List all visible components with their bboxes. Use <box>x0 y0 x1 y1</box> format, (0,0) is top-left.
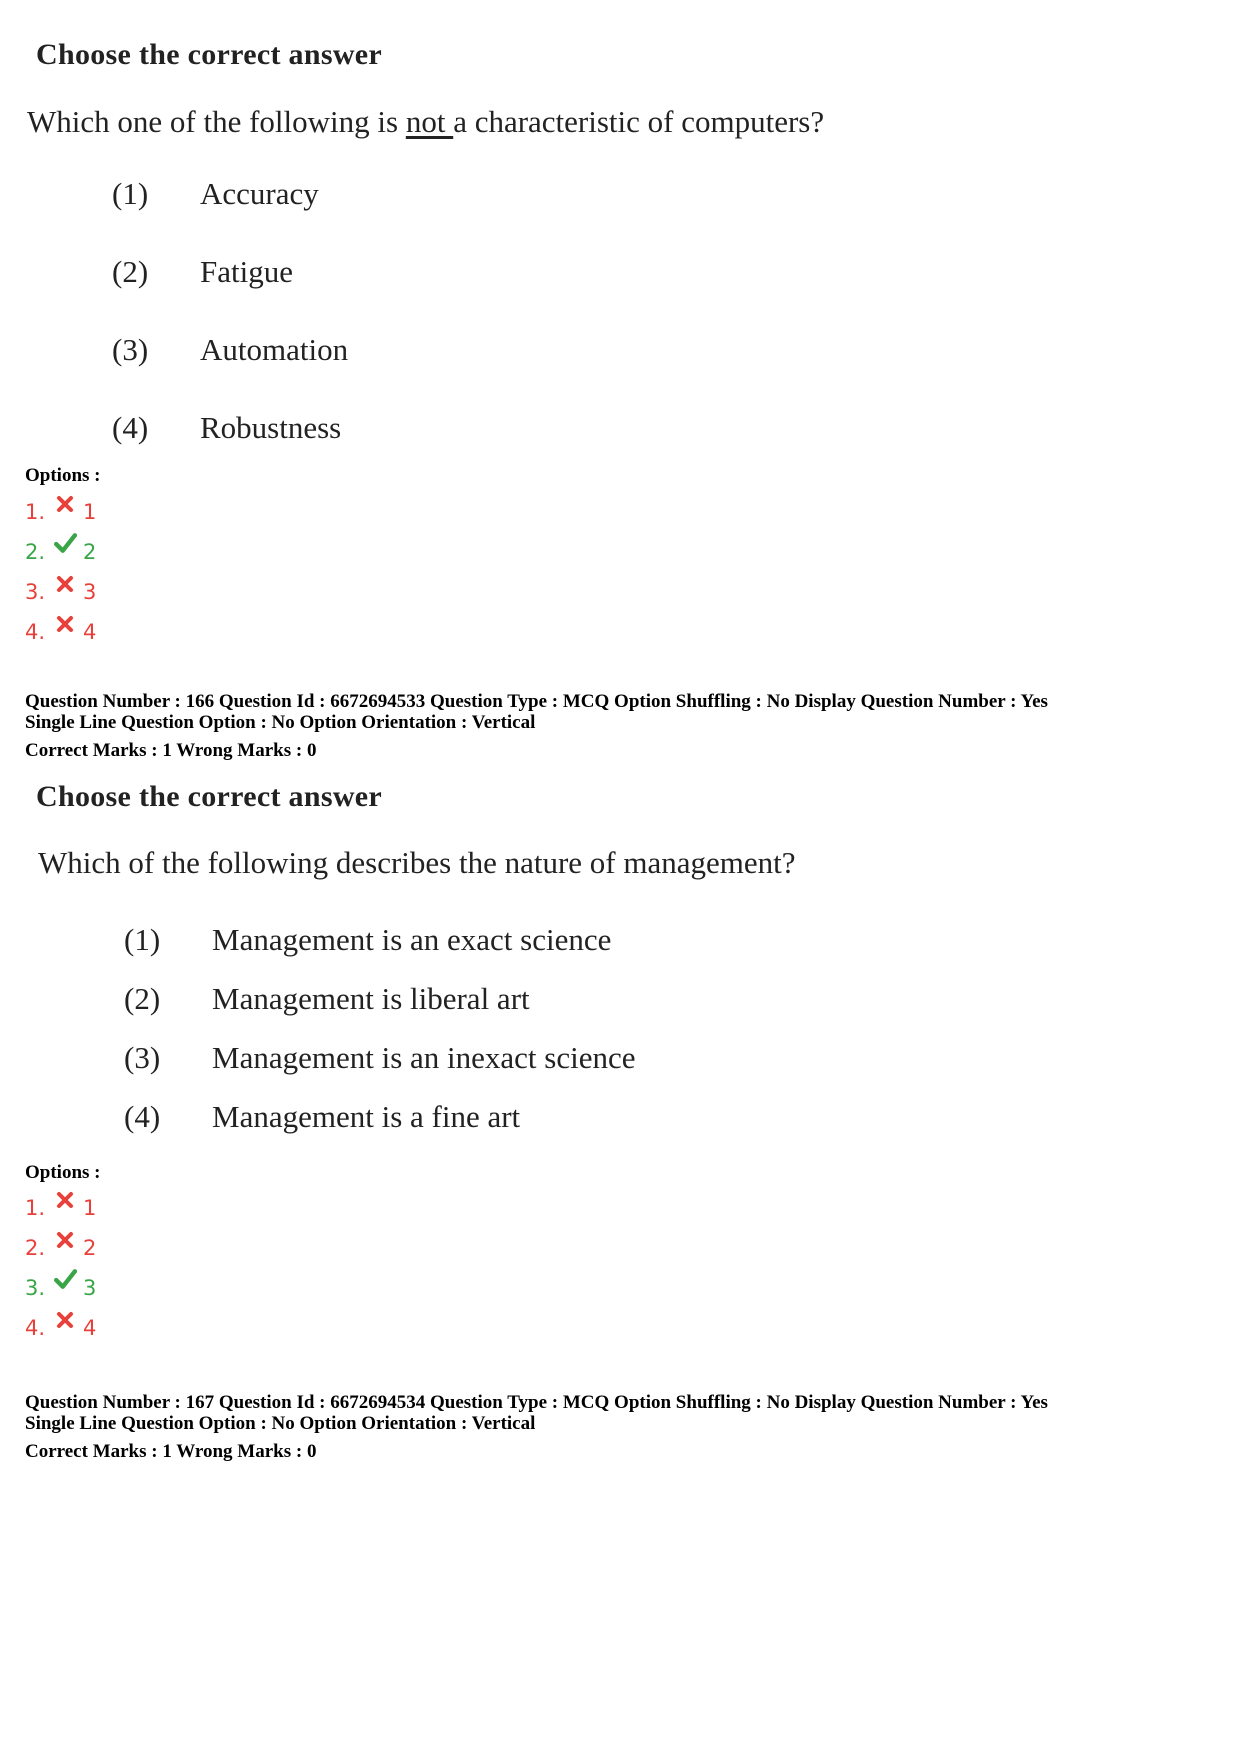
metadata-line: Single Line Question Option : No Option Orientation : Vertical <box>25 1413 536 1434</box>
question-text-underlined: not <box>405 104 454 139</box>
answer-choice <box>124 1040 636 1076</box>
choice-number: (4) <box>124 1099 161 1134</box>
cross-icon <box>55 1230 75 1250</box>
option-index: 2. <box>25 540 46 564</box>
metadata-line: Question Number : 166 Question Id : 6672694533 Question Type : MCQ Option Shuffling : No Display Question Number : Yes <box>25 691 1048 712</box>
question-text-part: a characteristic of computers? <box>453 104 825 139</box>
option-row <box>25 1276 97 1302</box>
option-value: 1 <box>83 1196 97 1220</box>
option-index: 1. <box>25 500 46 524</box>
option-row <box>25 580 97 606</box>
question-heading: Choose the correct answer <box>36 38 383 71</box>
option-index: 3. <box>25 1276 46 1300</box>
answer-choice <box>112 332 349 368</box>
option-index: 2. <box>25 1236 46 1260</box>
metadata-line: Question Number : 167 Question Id : 6672694534 Question Type : MCQ Option Shuffling : No Display Question Number : Yes <box>25 1392 1048 1413</box>
option-value: 4 <box>83 1316 97 1340</box>
option-row <box>25 540 97 566</box>
metadata-line: Single Line Question Option : No Option Orientation : Vertical <box>25 712 536 733</box>
check-icon <box>53 532 77 554</box>
choice-number: (1) <box>112 176 149 211</box>
option-index: 4. <box>25 1316 46 1340</box>
cross-icon <box>55 494 75 514</box>
option-row <box>25 500 97 526</box>
choice-text: Fatigue <box>200 254 293 289</box>
question-heading: Choose the correct answer <box>36 780 383 813</box>
check-icon <box>53 1268 77 1290</box>
option-row <box>25 1236 97 1262</box>
options-label: Options : <box>25 465 101 486</box>
choice-text: Management is a fine art <box>212 1099 521 1134</box>
option-row <box>25 1196 97 1222</box>
option-row <box>25 620 97 646</box>
cross-icon <box>55 1190 75 1210</box>
choice-number: (4) <box>112 410 149 445</box>
question-text <box>27 104 824 140</box>
answer-choice <box>112 254 293 290</box>
answer-choice <box>124 1099 521 1135</box>
answer-choice <box>112 176 319 212</box>
answer-choice <box>124 922 612 958</box>
cross-icon <box>55 614 75 634</box>
question-text: Which of the following describes the nature of management? <box>38 845 796 880</box>
choice-text: Robustness <box>200 410 342 445</box>
choice-number: (3) <box>112 332 149 367</box>
cross-icon <box>55 574 75 594</box>
marks-info: Correct Marks : 1 Wrong Marks : 0 <box>25 740 317 761</box>
option-value: 4 <box>83 620 97 644</box>
option-value: 3 <box>83 580 97 604</box>
option-value: 2 <box>83 540 97 564</box>
choice-number: (3) <box>124 1040 161 1075</box>
choice-text: Automation <box>200 332 349 367</box>
choice-text: Management is liberal art <box>212 981 530 1016</box>
question-metadata <box>25 1392 1225 1434</box>
cross-icon <box>55 1310 75 1330</box>
choice-number: (2) <box>112 254 149 289</box>
answer-choice <box>112 410 342 446</box>
choice-text: Accuracy <box>200 176 319 211</box>
choice-text: Management is an exact science <box>212 922 612 957</box>
marks-info: Correct Marks : 1 Wrong Marks : 0 <box>25 1441 317 1462</box>
option-value: 1 <box>83 500 97 524</box>
choice-number: (2) <box>124 981 161 1016</box>
options-label: Options : <box>25 1162 101 1183</box>
choice-number: (1) <box>124 922 161 957</box>
option-value: 3 <box>83 1276 97 1300</box>
option-index: 1. <box>25 1196 46 1220</box>
option-row <box>25 1316 97 1342</box>
option-index: 4. <box>25 620 46 644</box>
option-value: 2 <box>83 1236 97 1260</box>
answer-choice <box>124 981 530 1017</box>
question-text-part: Which one of the following is <box>27 104 406 139</box>
question-metadata <box>25 691 1225 733</box>
choice-text: Management is an inexact science <box>212 1040 636 1075</box>
option-index: 3. <box>25 580 46 604</box>
